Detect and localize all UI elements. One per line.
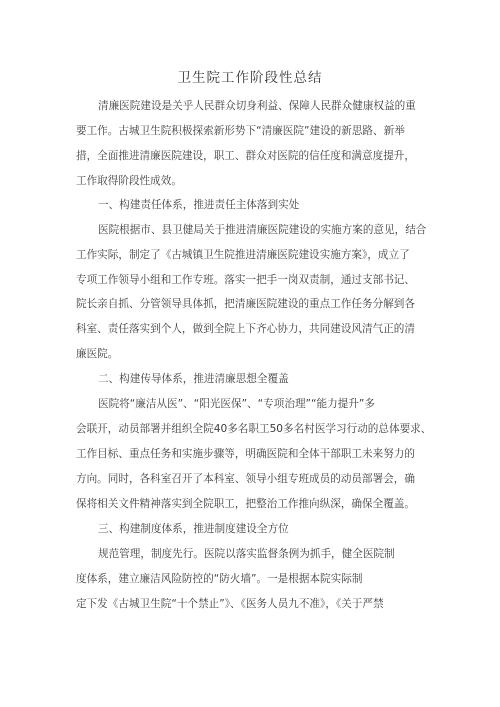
paragraph-1-line-1: 清廉医院建设是关乎人民群众切身利益、保障人民群众健康权益的重 (98, 100, 416, 112)
paragraph-1-line-2: 要工作。古城卫生院积极探索新形势下“清廉医院”建设的新思路、新举 (76, 125, 405, 137)
section-heading-1: 一、构建责任体系，推进责任主体落到实处 (98, 199, 300, 211)
paragraph-3-line-1: 医院将“廉洁从医”、“阳光医保”、“专项治理”“能力提升”多 (98, 398, 375, 410)
document-title: 卫生院工作阶段性总结 (177, 70, 323, 86)
paragraph-2-line-6: 廉医院。 (76, 348, 119, 360)
paragraph-1-line-3: 措，全面推进清廉医院建设，职工、群众对医院的信任度和满意度提升， (76, 150, 415, 162)
paragraph-4-line-1: 规范管理，制度先行。医院以落实监督条例为抓手，健全医院制 (98, 548, 395, 560)
paragraph-1-line-4: 工作取得阶段性成效。 (76, 175, 182, 187)
paragraph-4-line-3: 定下发《古城卫生院“十个禁止”》、《医务人员九不准》，《关于严禁 (76, 598, 384, 610)
paragraph-3-line-4: 方向。同时，各科室召开了本科室、领导小组专班成员的动员部署会，确 (76, 473, 415, 485)
paragraph-4-line-2: 度体系，建立廉洁风险防控的“防火墙”。一是根据本院实际制 (76, 573, 363, 585)
section-heading-2: 二、构建传导体系，推进清廉思想全覆盖 (98, 373, 289, 385)
paragraph-2-line-1: 医院根据市、县卫健局关于推进清廉医院建设的实施方案的意见，结合 (98, 224, 427, 236)
section-heading-3: 三、构建制度体系，推进制度建设全方位 (98, 523, 289, 535)
paragraph-2-line-5: 科室、责任落实到个人，做到全院上下齐心协力，共同建设风清气正的清 (76, 323, 415, 335)
paragraph-2-line-2: 工作实际，制定了《古城镇卫生院推进清廉医院建设实施方案》，成立了 (76, 249, 410, 261)
paragraph-3-line-2: 会联开，动员部署并组织全院40多名职工50多名村医学习行动的总体要求、 (76, 423, 432, 435)
paragraph-3-line-3: 工作目标、重点任务和实施步骤等，明确医院和全体干部职工未来努力的 (76, 448, 415, 460)
paragraph-2-line-3: 专项工作领导小组和工作专班。落实一把手一岗双责制，通过支部书记、 (76, 274, 415, 286)
paragraph-3-line-5: 保将相关文件精神落实到全院职工，把整治工作推向纵深，确保全覆盖。 (76, 498, 415, 510)
paragraph-2-line-4: 院长亲自抓、分管领导具体抓，把清廉医院建设的重点工作任务分解到各 (76, 298, 415, 310)
